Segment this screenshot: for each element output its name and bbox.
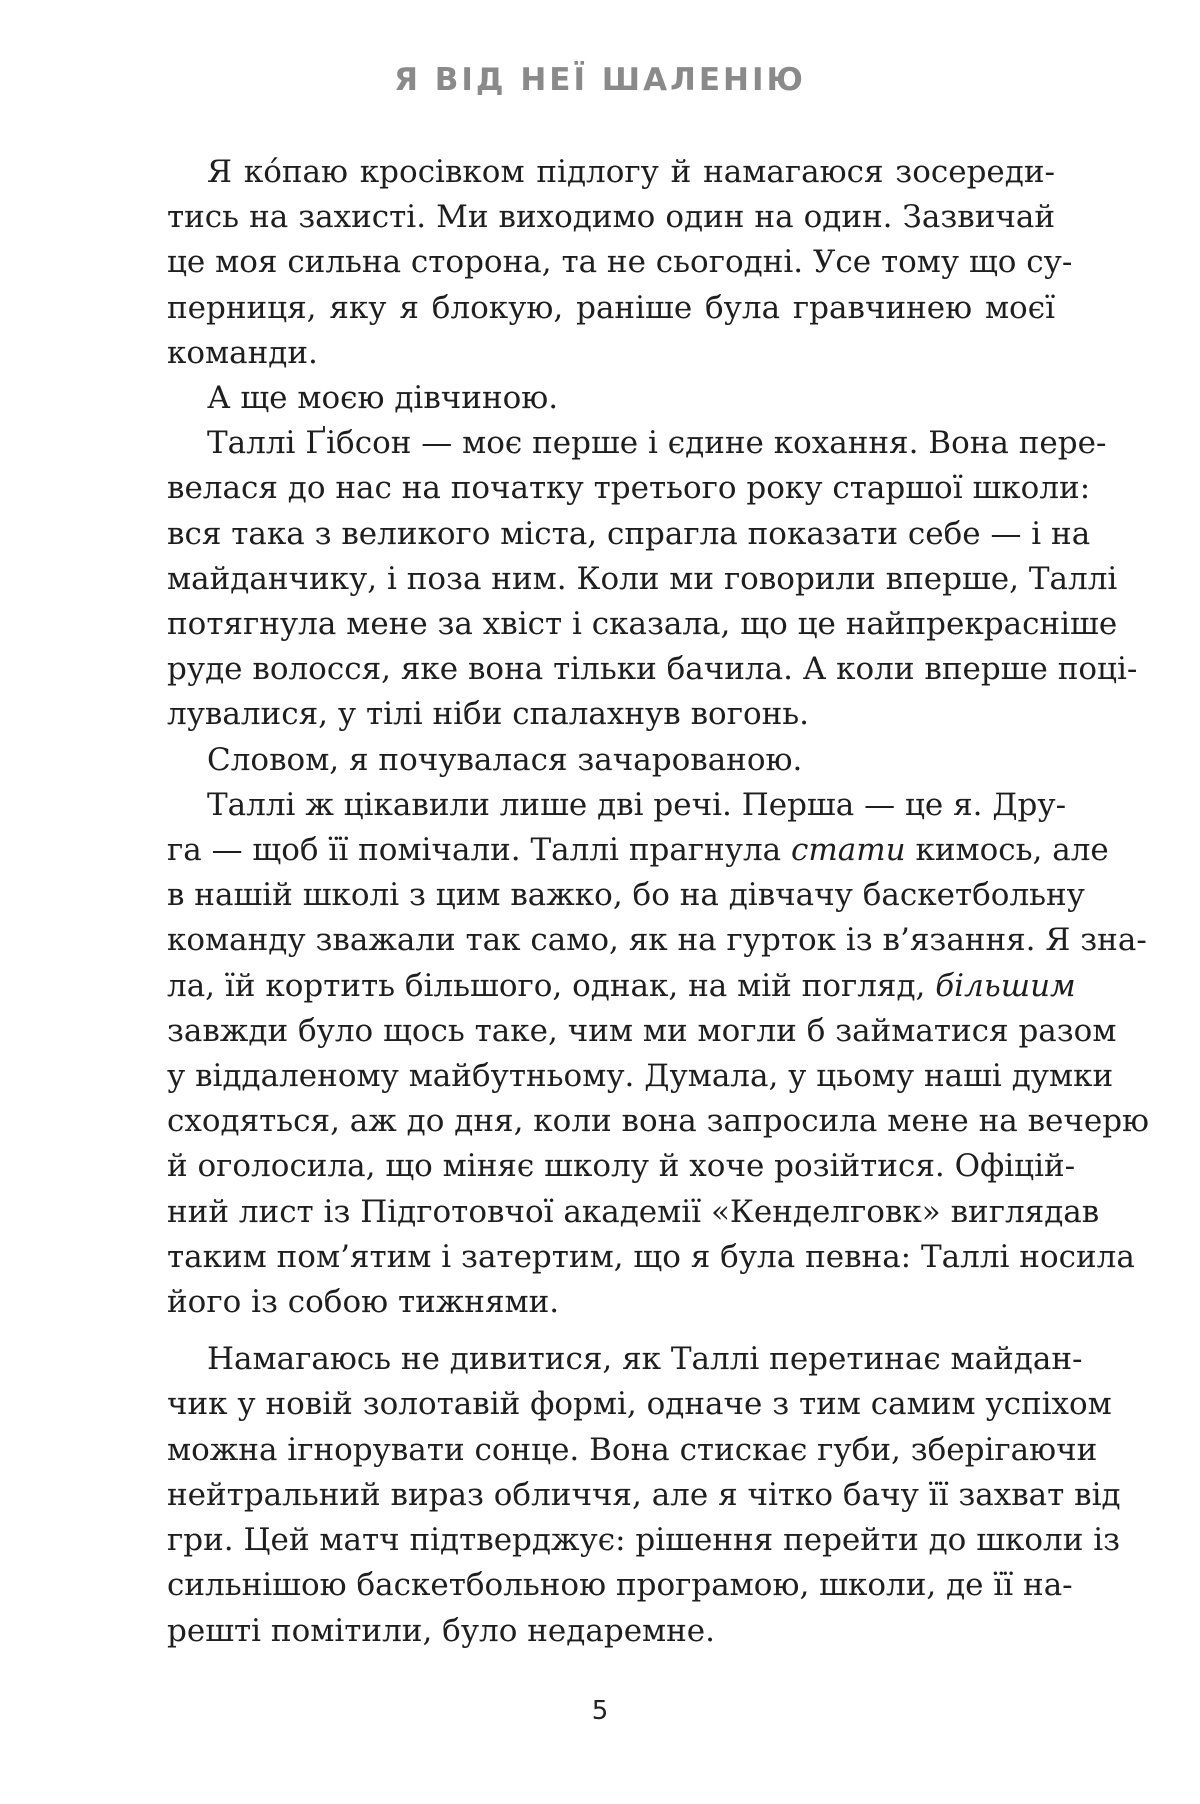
text-line: його із собою тижнями. xyxy=(167,1284,560,1321)
text-line: сходяться, аж до дня, коли вона запросила мене на вечерю xyxy=(167,1103,1150,1140)
text-line: тись на захисті. Ми виходимо один на один. Зазвичай xyxy=(167,199,1055,236)
text-line: га — щоб її помічали. Таллі прагнула стати кимось, але xyxy=(167,832,1109,869)
text-line: гри. Цей матч підтверджує: рішення перейти до школи із xyxy=(167,1522,1121,1559)
paragraph xyxy=(167,150,1073,376)
text-line: завжди було щось таке, чим ми могли б займатися разом xyxy=(167,1012,1117,1049)
text-line: ла, їй кортить більшого, однак, на мій погляд, більшим xyxy=(167,967,1076,1004)
emphasis: стати xyxy=(790,832,906,869)
text-line: в нашій школі з цим важко, бо на дівчачу баскетбольну xyxy=(167,877,1085,914)
text-line: чик у новій золотавій формі, одначе з тим самим успіхом xyxy=(167,1386,1112,1423)
text-line: А ще моєю дівчиною. xyxy=(207,380,559,417)
text-line: вся така з великого міста, спрагла показати себе — і на xyxy=(167,515,1091,552)
paragraph xyxy=(167,783,1150,1325)
emphasis: більшим xyxy=(935,967,1076,1004)
text-line: Я ко́паю кросівком підлогу й намагаюся зосереди- xyxy=(207,154,1055,190)
page-number: 5 xyxy=(591,1696,609,1726)
text-line: Намагаюсь не дивитися, як Таллі перетинає майдан- xyxy=(207,1341,1083,1378)
paragraph xyxy=(167,376,1055,421)
text-line: потягнула мене за хвіст і сказала, що це найпрекрасніше xyxy=(167,606,1118,643)
text-line: велася до нас на початку третього року старшої школи: xyxy=(167,470,1091,507)
text-line: перниця, яку я блокую, раніше була гравчинею моєї xyxy=(167,289,1055,326)
paragraph xyxy=(167,1337,1121,1653)
text-line: лувалися, у тілі ніби спалахнув вогонь. xyxy=(167,696,810,733)
paragraph xyxy=(167,738,1055,783)
text-line: Словом, я почувалася зачарованою. xyxy=(207,741,803,778)
text-line: ний лист із Підготовчої академії «Кенделговк» виглядав xyxy=(167,1193,1100,1230)
body-text xyxy=(167,150,1150,1654)
text-line: таким пом’ятим і затертим, що я була певна: Таллі носила xyxy=(167,1238,1135,1275)
running-head: Я ВІД НЕЇ ШАЛЕНІЮ xyxy=(394,62,806,98)
text-line: нейтральний вираз обличчя, але я чітко бачу її захват від xyxy=(167,1476,1121,1513)
text-line: Таллі Ґібсон — моє перше і єдине кохання. Вона пере- xyxy=(207,425,1107,462)
text-line: у віддаленому майбутньому. Думала, у цьому наші думки xyxy=(167,1058,1114,1095)
text-line: можна ігнорувати сонце. Вона стискає губи, зберігаючи xyxy=(167,1431,1098,1468)
text-line: решті помітили, було недаремне. xyxy=(167,1612,716,1649)
text-line: Таллі ж цікавили лише дві речі. Перша — це я. Дру- xyxy=(207,786,1067,823)
paragraph xyxy=(167,421,1138,737)
text-line: команди. xyxy=(167,334,318,371)
text-line: руде волосся, яке вона тільки бачила. А коли вперше поці- xyxy=(167,651,1138,688)
text-line: й оголосила, що міняє школу й хоче розійтися. Офіцій- xyxy=(167,1148,1076,1185)
text-line: сильнішою баскетбольною програмою, школи, де її на- xyxy=(167,1567,1073,1604)
text-line: майданчику, і поза ним. Коли ми говорили вперше, Таллі xyxy=(167,560,1118,597)
text-line: команду зважали так само, як на гурток із в’язання. Я зна- xyxy=(167,922,1147,959)
text-line: це моя сильна сторона, та не сьогодні. Усе тому що су- xyxy=(167,244,1073,281)
